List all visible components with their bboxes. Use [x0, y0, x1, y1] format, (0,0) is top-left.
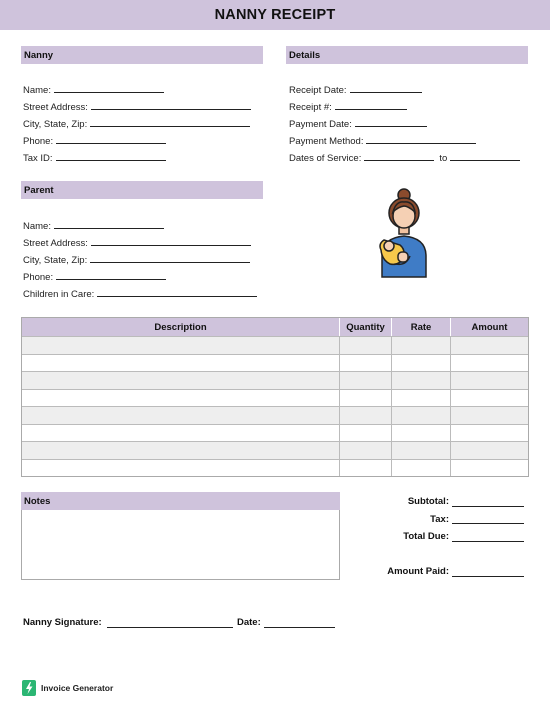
amount-paid-field[interactable] — [452, 576, 524, 577]
table-row[interactable] — [22, 354, 528, 372]
parent-phone-field[interactable] — [23, 271, 166, 283]
amount-cell[interactable] — [451, 390, 528, 407]
parent-street-field[interactable] — [23, 237, 251, 249]
quantity-cell[interactable] — [340, 442, 392, 459]
parent-name-field[interactable] — [23, 220, 164, 232]
quantity-column-header: Quantity — [340, 318, 392, 336]
children-in-care-field[interactable] — [23, 288, 257, 300]
table-row[interactable] — [22, 336, 528, 354]
nanny-street-label: Street Address: — [23, 102, 88, 113]
nanny-phone-field[interactable] — [23, 135, 166, 147]
nanny-name-field[interactable] — [23, 84, 164, 96]
table-row[interactable] — [22, 459, 528, 477]
brand-label: Invoice Generator — [41, 683, 114, 693]
receipt-number-label: Receipt #: — [289, 102, 332, 113]
description-cell[interactable] — [22, 337, 340, 354]
nanny-city-field[interactable] — [23, 118, 250, 130]
description-cell[interactable] — [22, 372, 340, 389]
brand-footer[interactable] — [22, 680, 113, 696]
description-column-header: Description — [22, 318, 340, 336]
tax-label: Tax: — [430, 514, 449, 525]
table-row[interactable] — [22, 441, 528, 459]
table-row[interactable] — [22, 406, 528, 424]
table-header-row — [22, 318, 528, 336]
description-cell[interactable] — [22, 442, 340, 459]
nanny-taxid-label: Tax ID: — [23, 153, 53, 164]
amount-cell[interactable] — [451, 442, 528, 459]
amount-cell[interactable] — [451, 407, 528, 424]
nanny-phone-label: Phone: — [23, 136, 54, 147]
quantity-cell[interactable] — [340, 407, 392, 424]
receipt-date-label: Receipt Date: — [289, 85, 347, 96]
rate-cell[interactable] — [392, 442, 451, 459]
table-row[interactable] — [22, 371, 528, 389]
amount-cell[interactable] — [451, 425, 528, 442]
tax-field[interactable] — [452, 523, 524, 524]
line-items-table — [21, 317, 529, 477]
nanny-signature-field[interactable] — [107, 627, 233, 628]
parent-city-field[interactable] — [23, 254, 250, 266]
nanny-name-label: Name: — [23, 85, 51, 96]
quantity-cell[interactable] — [340, 390, 392, 407]
rate-cell[interactable] — [392, 425, 451, 442]
amount-cell[interactable] — [451, 372, 528, 389]
amount-cell[interactable] — [451, 355, 528, 372]
subtotal-field[interactable] — [452, 506, 524, 507]
parent-phone-label: Phone: — [23, 272, 54, 283]
parent-name-label: Name: — [23, 221, 51, 232]
total-due-label: Total Due: — [403, 531, 449, 542]
quantity-cell[interactable] — [340, 337, 392, 354]
amount-column-header: Amount — [471, 322, 508, 333]
rate-cell[interactable] — [392, 355, 451, 372]
description-cell[interactable] — [22, 460, 340, 477]
page-title: NANNY RECEIPT — [214, 7, 336, 23]
quantity-cell[interactable] — [340, 372, 392, 389]
dates-of-service-to-label: to — [439, 153, 448, 164]
quantity-cell[interactable] — [340, 355, 392, 372]
receipt-date-field[interactable] — [289, 84, 422, 96]
dates-of-service-label: Dates of Service: — [289, 153, 362, 164]
table-row[interactable] — [22, 424, 528, 442]
parent-city-label: City, State, Zip: — [23, 255, 88, 266]
amount-paid-label: Amount Paid: — [387, 566, 449, 577]
payment-method-field[interactable] — [289, 135, 476, 147]
nanny-holding-baby-icon — [376, 188, 432, 278]
nanny-city-label: City, State, Zip: — [23, 119, 88, 130]
rate-column-header: Rate — [392, 318, 451, 336]
signature-date-field[interactable] — [264, 627, 335, 628]
payment-date-label: Payment Date: — [289, 119, 352, 130]
receipt-number-field[interactable] — [289, 101, 407, 113]
quantity-cell[interactable] — [340, 460, 392, 477]
children-in-care-label: Children in Care: — [23, 289, 95, 300]
payment-date-field[interactable] — [289, 118, 427, 130]
nanny-street-field[interactable] — [23, 101, 251, 113]
description-cell[interactable] — [22, 425, 340, 442]
parent-section-heading: Parent — [21, 181, 263, 199]
table-row[interactable] — [22, 389, 528, 407]
rate-cell[interactable] — [392, 407, 451, 424]
subtotal-label: Subtotal: — [407, 496, 449, 507]
rate-cell[interactable] — [392, 390, 451, 407]
total-due-field[interactable] — [452, 541, 524, 542]
nanny-signature-label: Nanny Signature: — [23, 617, 102, 628]
quantity-cell[interactable] — [340, 425, 392, 442]
rate-cell[interactable] — [392, 372, 451, 389]
invoice-generator-logo-icon — [22, 680, 36, 696]
nanny-taxid-field[interactable] — [23, 152, 166, 164]
payment-method-label: Payment Method: — [289, 136, 364, 147]
description-cell[interactable] — [22, 407, 340, 424]
amount-cell[interactable] — [451, 337, 528, 354]
details-section-heading: Details — [286, 46, 528, 64]
parent-street-label: Street Address: — [23, 238, 88, 249]
description-cell[interactable] — [22, 390, 340, 407]
notes-textarea[interactable] — [21, 510, 340, 580]
dates-of-service-field[interactable] — [289, 152, 520, 164]
amount-cell[interactable] — [451, 460, 528, 477]
rate-cell[interactable] — [392, 460, 451, 477]
notes-heading: Notes — [21, 492, 340, 510]
description-cell[interactable] — [22, 355, 340, 372]
signature-date-label: Date: — [237, 617, 261, 628]
rate-cell[interactable] — [392, 337, 451, 354]
nanny-section-heading: Nanny — [21, 46, 263, 64]
